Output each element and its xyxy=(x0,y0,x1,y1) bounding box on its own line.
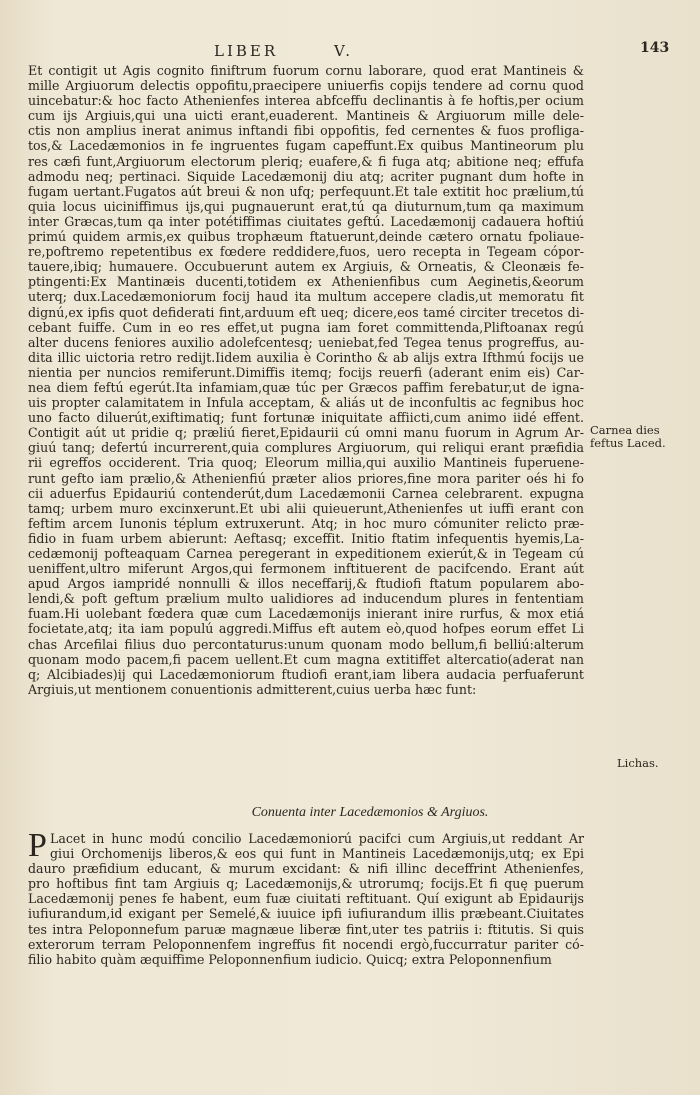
text-line: nientia per nuncios remiferunt.Dimiffis itemq; focijs reuerfi (aderant enim eis) Car- xyxy=(28,364,584,380)
text-line: fuam.Hi uolebant fœdera quæ cum Lacedæmonijs inierant inire rurfus, & mox etiá xyxy=(28,606,584,622)
text-line: dignú,ex ipfis quot defiderati fint,arduum eft ueq; dicere,eos tamé circiter trecetos di- xyxy=(28,304,584,320)
text-line: Argiuis,ut mentionem conuentionis admitterent,cuius uerba hæc funt: xyxy=(28,681,477,697)
text-line: quonam modo pacem,fi pacem uellent.Et cum magna extitiffet altercatio(aderat nan xyxy=(28,651,584,667)
main-text-block xyxy=(28,63,584,697)
text-line: rii egreffos occiderent. Tria quoq; Eleorum millia,qui auxilio Mantineis fuperuene- xyxy=(28,455,584,471)
margin-note-carnea xyxy=(590,424,698,450)
text-line: Et contigit ut Agis cognito finiftrum fuorum cornu laborare, quod erat Mantineis & xyxy=(28,63,584,78)
treaty-text-block xyxy=(28,827,584,967)
page-header xyxy=(0,40,700,62)
text-line: inter Græcas,tum qa inter potétiffimas ciuitates geftú. Lacedæmonij cadauera hoftiú xyxy=(28,213,584,229)
text-line: Lacedæmonij penes fe habent, eum fuæ ciuitati reftituant. Quí exigunt ab Epidaurijs xyxy=(28,891,584,907)
text-line: tes intra Peloponnefum paruæ magnæue liberæ fint,uter tes patriis i: ftitutis. Si quis xyxy=(28,921,584,937)
text-line: uis propter calamitatem in Infula acceptam, & aliás ut de inconfultis ac fegnibus hoc xyxy=(28,395,584,411)
text-line: ctis non amplius inerat animus inftandi fibi oppofitis, fed cernentes & fuos profliga- xyxy=(28,123,584,139)
text-line: chas Arcefilai filius duo percontaturus:unum quonam modo bellum,fi belliú:alterum xyxy=(28,636,584,652)
text-line: admodu neq; pertinaci. Siquide Lacedæmonij diu atq; acriter pugnant dum hofte in xyxy=(28,168,584,184)
text-line: cebant fuiffe. Cum in eo res effet,ut pugna iam foret committenda,Pliftoanax regú xyxy=(28,319,584,335)
text-line: ueniffent,ultro miferunt Argos,qui fermonem inftituerent de pacifcendo. Erant aút xyxy=(28,561,584,577)
text-line: dauro præfidium educant, & murum excidant: & nifi illinc deceffrint Athenienfes, xyxy=(28,861,584,877)
text-line: tos,& Lacedæmonios in fe ingruentes fugam capeffunt.Ex quibus Mantineorum plu xyxy=(28,138,584,154)
text-line: fugam uertant.Fugatos aút breui & non ufq; perfequunt.Et tale extitit hoc prælium,tú xyxy=(28,183,584,199)
text-line: cii aduerfus Epidauriú contenderút,dum Lacedæmonii Carnea celebrarent. expugna xyxy=(28,485,584,501)
text-line: cum ijs Argiuis,qui una uicti erant,euaderent. Mantineis & Argiuorum mille dele- xyxy=(28,108,584,124)
text-line: re,poftremo repetentibus ex fœdere reddidere,fuos, uero recepta in Tegeam cópor- xyxy=(28,244,584,260)
text-line: uno facto diluerút,exiftimatiq; funt fortunæ iniquitate affiicti,cum animo iidé effent. xyxy=(28,410,584,426)
margin-note-carnea-line1: Carnea dies xyxy=(590,423,660,437)
folio-number: 143 xyxy=(640,40,670,56)
text-line: filio habito quàm æquiffime Peloponnenfium iudicio. Quicq; extra Peloponnenfium xyxy=(28,951,552,967)
text-line: alter ducens feniores auxilio adolefcentesq; ueniebat,fed Tegea tenus progreffus, au- xyxy=(28,334,584,350)
text-line: cedæmonij pofteaquam Carnea peregerant in expeditionem exierút,& in Tegeam cú xyxy=(28,546,584,561)
margin-note-carnea-line2: feftus Laced. xyxy=(590,436,666,450)
section-title xyxy=(0,805,700,821)
text-line: dita illic uictoria retro redijt.Iidem auxilia è Corintho & ab alijs extra Ifthmú focijs ue xyxy=(28,349,584,365)
text-line: tamq; urbem muro excinxerunt.Et ubi alii quieuerunt,Athenienfes ut iuffi erant con xyxy=(28,500,584,516)
text-line: Contigit aút ut pridie q; præliú fieret,Epidaurii cú omni manu fuorum in Agrum Ar- xyxy=(28,425,584,441)
text-line: uterq; dux.Lacedæmoniorum focij haud ita multum accepere cladis,ut memoratu fit xyxy=(28,289,584,305)
text-line: exterorum terram Peloponnenfem ingreffus fit nocendi ergò,fuccurratur pariter có- xyxy=(28,936,584,952)
text-line: mille Argiuorum delectis oppofitu,praecipere uniuerfis copijs tendere ad cornu quod xyxy=(28,78,584,94)
drop-cap: P xyxy=(28,827,47,864)
text-line: giui Orchomenijs liberos,& eos qui funt in Mantineis Lacedæmonijs,utq; ex Epi xyxy=(50,846,584,862)
text-line: res cæfi funt,Argiuorum electorum pleriq; euafere,& fi fuga atq; abitione neq; effufa xyxy=(28,153,584,169)
text-line: runt gefto iam prælio,& Athenienfiú præter alios priores,fine mora pariter oés hi fo xyxy=(28,470,584,486)
text-line: apud Argos iampridé nonnulli & illos neceffarij,& ftudiofi ftatum popularem abo- xyxy=(28,576,584,592)
running-head: LIBER xyxy=(214,42,279,60)
text-line: uincebatur:& hoc facto Athenienfes interea abfceffu declinantis à fe hoftis,per ocium xyxy=(28,93,584,109)
text-line: focietate,atq; ita iam populú aggredi.Miffus eft autem eò,quod hofpes eorum effet Li xyxy=(28,621,584,637)
text-line: lendi,& poft geftum prælium multo ualidiores ad inducendum plures in fententiam xyxy=(28,591,584,607)
section-title-text: Conuenta inter Lacedæmonios & Argiuos. xyxy=(251,805,489,820)
text-line: ptingenti:Ex Mantinæis ducenti,totidem ex Athenienfibus cum Aeginetis,&eorum xyxy=(28,274,584,290)
text-line: q; Alcibiades)ij qui Lacedæmoniorum ftudiofi erant,iam libera audacia perfuaferunt xyxy=(28,666,584,682)
text-line: pro hoftibus fint tam Argiuis q; Lacedæmonijs,& utrorumq; focijs.Et fi quę puerum xyxy=(28,876,584,892)
text-line: giuú tanq; defertú incurrerent,quia complures Argiuorum, qui reliqui erant præfidia xyxy=(28,440,584,456)
text-line: quia locus uiciniffimus ijs,qui pugnauerunt erat,tú qa diuturnum,tum qa maximum xyxy=(28,198,584,214)
text-line: iufiurandum,id exigant per Semelé,& iuuice ipfi iufiurandum illis præbeant.Ciuitates xyxy=(28,906,584,922)
text-line: Lacet in hunc modú concilio Lacedæmoniorú pacifci cum Argiuis,ut reddant Ar xyxy=(50,831,584,846)
text-line: primú quidem armis,ex quibus trophæum ftatuerunt,deinde cætero ornatu fpoliaue- xyxy=(28,229,584,245)
book-number: V. xyxy=(334,42,353,60)
margin-note-lichas: Lichas. xyxy=(617,756,659,770)
text-line: feftim arcem Iunonis téplum extruxerunt. Atq; in hoc muro cómuniter relicto præ- xyxy=(28,515,584,531)
text-line: tauere,ibiq; humauere. Occubuerunt autem ex Argiuis, & Orneatis, & Cleonæis fe- xyxy=(28,259,584,275)
text-line: fidio in fuam urbem abierunt: Aeftasq; exceffit. Initio ftatim infequentis hyemis,La- xyxy=(28,530,584,546)
text-line: nea diem feftú egerút.Ita infamiam,quæ túc per Græcos paffim ferebatur,ut de igna- xyxy=(28,379,584,395)
